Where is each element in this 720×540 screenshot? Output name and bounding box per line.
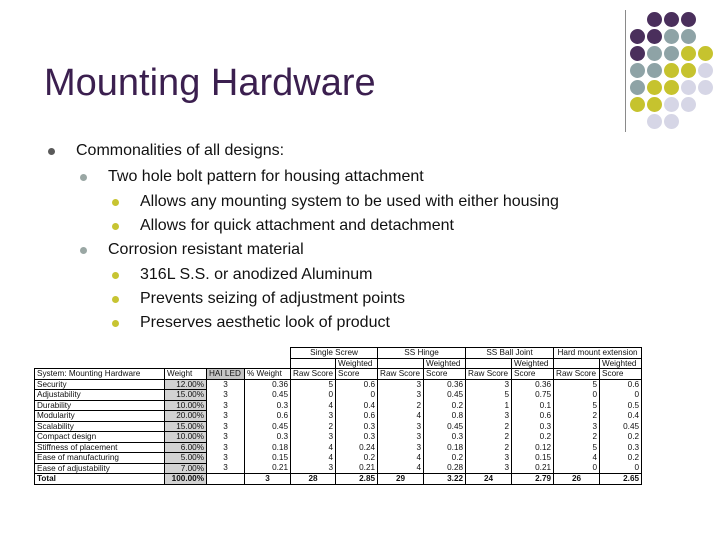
table-row	[35, 379, 642, 390]
table-cell: 3	[207, 421, 245, 432]
table-row	[35, 463, 642, 474]
table-subheader-row	[35, 358, 642, 369]
table-row	[35, 442, 642, 453]
table-cell: 0.18	[245, 442, 291, 453]
bullet-marker-icon	[112, 272, 119, 279]
table-cell: Modularity	[35, 411, 165, 422]
decorative-dot	[681, 46, 696, 61]
table-cell: 3	[291, 411, 336, 422]
decorative-dot	[698, 46, 713, 61]
table-cell: 1	[466, 400, 512, 411]
decorative-dot	[698, 63, 713, 78]
decorative-dot	[664, 114, 679, 129]
decorative-dot	[647, 63, 662, 78]
scoring-table	[34, 347, 642, 485]
table-cell: 5	[466, 390, 512, 401]
table-cell: 3	[207, 463, 245, 474]
table-cell: 3	[207, 400, 245, 411]
table-cell: 0	[600, 390, 642, 401]
table-cell: 0	[291, 390, 336, 401]
table-cell: 4	[291, 400, 336, 411]
table-cell: 4	[291, 453, 336, 464]
bullet-item: Prevents seizing of adjustment points	[112, 290, 405, 308]
decorative-dot	[664, 80, 679, 95]
table-cell: 0.4	[336, 400, 378, 411]
decorative-dot	[681, 29, 696, 44]
bullet-item: Corrosion resistant material	[80, 241, 304, 259]
table-row	[35, 390, 642, 401]
table-cell: 4	[378, 463, 424, 474]
table-cell: 0.6	[336, 379, 378, 390]
group-header: Hard mount extension	[554, 348, 642, 359]
column-header: System: Mounting Hardware	[35, 369, 165, 380]
table-cell: 2	[554, 432, 600, 443]
table-cell: 0.21	[336, 463, 378, 474]
decorative-dot	[630, 97, 645, 112]
table-cell: 3	[554, 421, 600, 432]
column-header: Raw Score	[378, 369, 424, 380]
table-cell: Compact design	[35, 432, 165, 443]
decorative-dot	[681, 80, 696, 95]
table-cell: 3	[207, 411, 245, 422]
table-cell: 3	[378, 390, 424, 401]
table-cell: 2.65	[600, 474, 642, 485]
table-cell: 3	[378, 379, 424, 390]
table-cell: 0.2	[424, 453, 466, 464]
bullet-item: Allows for quick attachment and detachment	[112, 217, 454, 235]
divider-line	[625, 10, 626, 132]
table-cell: 0.15	[512, 453, 554, 464]
decorative-dot	[647, 12, 662, 27]
decorative-dot	[630, 46, 645, 61]
bullet-marker-icon	[80, 174, 87, 181]
table-total-row	[35, 474, 642, 485]
table-cell: 0.2	[512, 432, 554, 443]
table-cell: 0	[600, 463, 642, 474]
table-cell: Stiffness of placement	[35, 442, 165, 453]
table-cell: 0.3	[424, 432, 466, 443]
table-cell: 5	[291, 379, 336, 390]
table-cell: 15.00%	[165, 390, 207, 401]
table-cell: 0.6	[245, 411, 291, 422]
table-cell: 3	[466, 411, 512, 422]
decorative-dot	[698, 80, 713, 95]
decorative-dot	[681, 12, 696, 27]
table-cell: 0	[554, 463, 600, 474]
decorative-dot	[664, 12, 679, 27]
table-cell: 0.18	[424, 442, 466, 453]
table-cell: 0.4	[600, 411, 642, 422]
table-cell: 24	[466, 474, 512, 485]
table-row	[35, 453, 642, 464]
decorative-dot	[664, 29, 679, 44]
decorative-dot	[647, 97, 662, 112]
decorative-dot	[647, 29, 662, 44]
decorative-dot	[647, 114, 662, 129]
table-cell: 0.12	[512, 442, 554, 453]
bullet-marker-icon	[112, 223, 119, 230]
table-cell: 3	[466, 463, 512, 474]
column-header: Weight	[165, 369, 207, 380]
table-cell: Total	[35, 474, 165, 485]
column-header: HAI LED	[207, 369, 245, 380]
table-cell: 2	[466, 432, 512, 443]
table-cell: 6.00%	[165, 442, 207, 453]
table-cell: 0.36	[512, 379, 554, 390]
table-cell: 10.00%	[165, 432, 207, 443]
table-cell: 100.00%	[165, 474, 207, 485]
table-cell: 0.21	[512, 463, 554, 474]
table-cell: 3	[378, 421, 424, 432]
slide-title: Mounting Hardware	[44, 62, 376, 104]
table-cell: 0.45	[245, 390, 291, 401]
decorative-dot	[630, 63, 645, 78]
bullet-marker-icon	[48, 148, 55, 155]
table-cell: 0.3	[336, 432, 378, 443]
table-cell: 0.5	[600, 400, 642, 411]
table-cell: Weighted	[336, 358, 378, 369]
table-cell: Weighted	[600, 358, 642, 369]
decorative-dot	[664, 46, 679, 61]
table-cell: 0.2	[424, 400, 466, 411]
table-cell: Security	[35, 379, 165, 390]
bullet-marker-icon	[112, 199, 119, 206]
table-cell: 2	[466, 442, 512, 453]
table-cell	[207, 358, 245, 369]
table-cell: 26	[554, 474, 600, 485]
group-header: SS Ball Joint	[466, 348, 554, 359]
decorative-dot	[681, 63, 696, 78]
table-row	[35, 411, 642, 422]
table-cell: 0.36	[424, 379, 466, 390]
table-cell: 2	[291, 421, 336, 432]
bullet-marker-icon	[80, 247, 87, 254]
table-cell: 0.3	[600, 442, 642, 453]
table-cell: 0.45	[600, 421, 642, 432]
column-header: Raw Score	[554, 369, 600, 380]
table-cell: 4	[378, 453, 424, 464]
table-header-row	[35, 369, 642, 380]
table-cell	[291, 358, 336, 369]
table-cell: 10.00%	[165, 400, 207, 411]
table-cell	[35, 358, 165, 369]
table-cell: 15.00%	[165, 421, 207, 432]
group-header: Single Screw	[291, 348, 378, 359]
table-cell: 29	[378, 474, 424, 485]
table-cell: 0	[554, 390, 600, 401]
table-cell: 5.00%	[165, 453, 207, 464]
table-cell: 4	[291, 442, 336, 453]
column-header: Raw Score	[466, 369, 512, 380]
table-cell: 0.45	[245, 421, 291, 432]
table-cell: 0.21	[245, 463, 291, 474]
table-cell: 4	[378, 411, 424, 422]
table-row	[35, 400, 642, 411]
table-cell: 0.3	[245, 400, 291, 411]
table-cell: 0.45	[424, 390, 466, 401]
decorative-dot	[630, 29, 645, 44]
table-cell: 0.45	[424, 421, 466, 432]
table-cell	[378, 358, 424, 369]
decorative-dot	[664, 63, 679, 78]
bullet-item: 316L S.S. or anodized Aluminum	[112, 266, 372, 284]
bullet-item: Allows any mounting system to be used with either housing	[112, 193, 559, 211]
table-cell: 0.3	[512, 421, 554, 432]
table-cell: 3	[378, 442, 424, 453]
table-cell: 28	[291, 474, 336, 485]
table-cell: Weighted	[512, 358, 554, 369]
table-cell	[466, 358, 512, 369]
table-cell: 7.00%	[165, 463, 207, 474]
table-cell	[35, 348, 291, 359]
bullet-item: Commonalities of all designs:	[48, 142, 284, 160]
table-cell: 3	[207, 442, 245, 453]
table-cell: 0.6	[512, 411, 554, 422]
table-cell: 2	[466, 421, 512, 432]
table-row	[35, 432, 642, 443]
decorative-dot	[647, 80, 662, 95]
table-cell: 3.22	[424, 474, 466, 485]
table-cell: 0.28	[424, 463, 466, 474]
table-cell: 3	[378, 432, 424, 443]
table-cell: 0.6	[600, 379, 642, 390]
table-cell: 0.8	[424, 411, 466, 422]
group-header: SS Hinge	[378, 348, 466, 359]
table-cell: 0.6	[336, 411, 378, 422]
table-cell: Weighted	[424, 358, 466, 369]
table-cell: 2	[378, 400, 424, 411]
table-cell: Scalability	[35, 421, 165, 432]
column-header: Score	[512, 369, 554, 380]
table-cell: 0.1	[512, 400, 554, 411]
table-cell	[207, 474, 245, 485]
table-cell: 3	[207, 432, 245, 443]
column-header: Raw Score	[291, 369, 336, 380]
bullet-marker-icon	[112, 296, 119, 303]
table-cell: 3	[466, 453, 512, 464]
decorative-dot	[647, 46, 662, 61]
table-cell: 3	[291, 463, 336, 474]
table-cell: 5	[554, 442, 600, 453]
table-cell: 5	[554, 379, 600, 390]
table-cell: 0.2	[600, 453, 642, 464]
table-cell: 2.79	[512, 474, 554, 485]
table-cell: 4	[554, 453, 600, 464]
table-cell: 0.75	[512, 390, 554, 401]
column-header: Score	[600, 369, 642, 380]
table-cell: 2.85	[336, 474, 378, 485]
table-cell: Durability	[35, 400, 165, 411]
table-cell: 0.2	[336, 453, 378, 464]
table-cell: 3	[207, 390, 245, 401]
table-cell: 3	[245, 474, 291, 485]
table-group-header-row	[35, 348, 642, 359]
decorative-dot	[681, 97, 696, 112]
table-cell: 0.24	[336, 442, 378, 453]
table-cell: Ease of manufacturing	[35, 453, 165, 464]
decorative-dot	[664, 97, 679, 112]
table-cell	[245, 358, 291, 369]
table-cell: 5	[554, 400, 600, 411]
decorative-dot	[630, 80, 645, 95]
table-cell: 0.3	[336, 421, 378, 432]
bullet-item: Two hole bolt pattern for housing attachment	[80, 168, 424, 186]
table-cell: 2	[554, 411, 600, 422]
table-cell	[165, 358, 207, 369]
table-cell: 12.00%	[165, 379, 207, 390]
table-cell: Ease of adjustability	[35, 463, 165, 474]
table-cell: 0.2	[600, 432, 642, 443]
table-cell: 3	[466, 379, 512, 390]
table-cell: 0	[336, 390, 378, 401]
bullet-marker-icon	[112, 320, 119, 327]
table-cell: 3	[291, 432, 336, 443]
table-cell	[554, 358, 600, 369]
table-cell: 0.3	[245, 432, 291, 443]
table-cell: Adjustability	[35, 390, 165, 401]
table-cell: 20.00%	[165, 411, 207, 422]
table-cell: 3	[207, 453, 245, 464]
bullet-item: Preserves aesthetic look of product	[112, 314, 390, 332]
table-cell: 0.15	[245, 453, 291, 464]
column-header: Score	[336, 369, 378, 380]
table-row	[35, 421, 642, 432]
table-cell: 0.36	[245, 379, 291, 390]
column-header: % Weight	[245, 369, 291, 380]
table-cell: 3	[207, 379, 245, 390]
column-header: Score	[424, 369, 466, 380]
